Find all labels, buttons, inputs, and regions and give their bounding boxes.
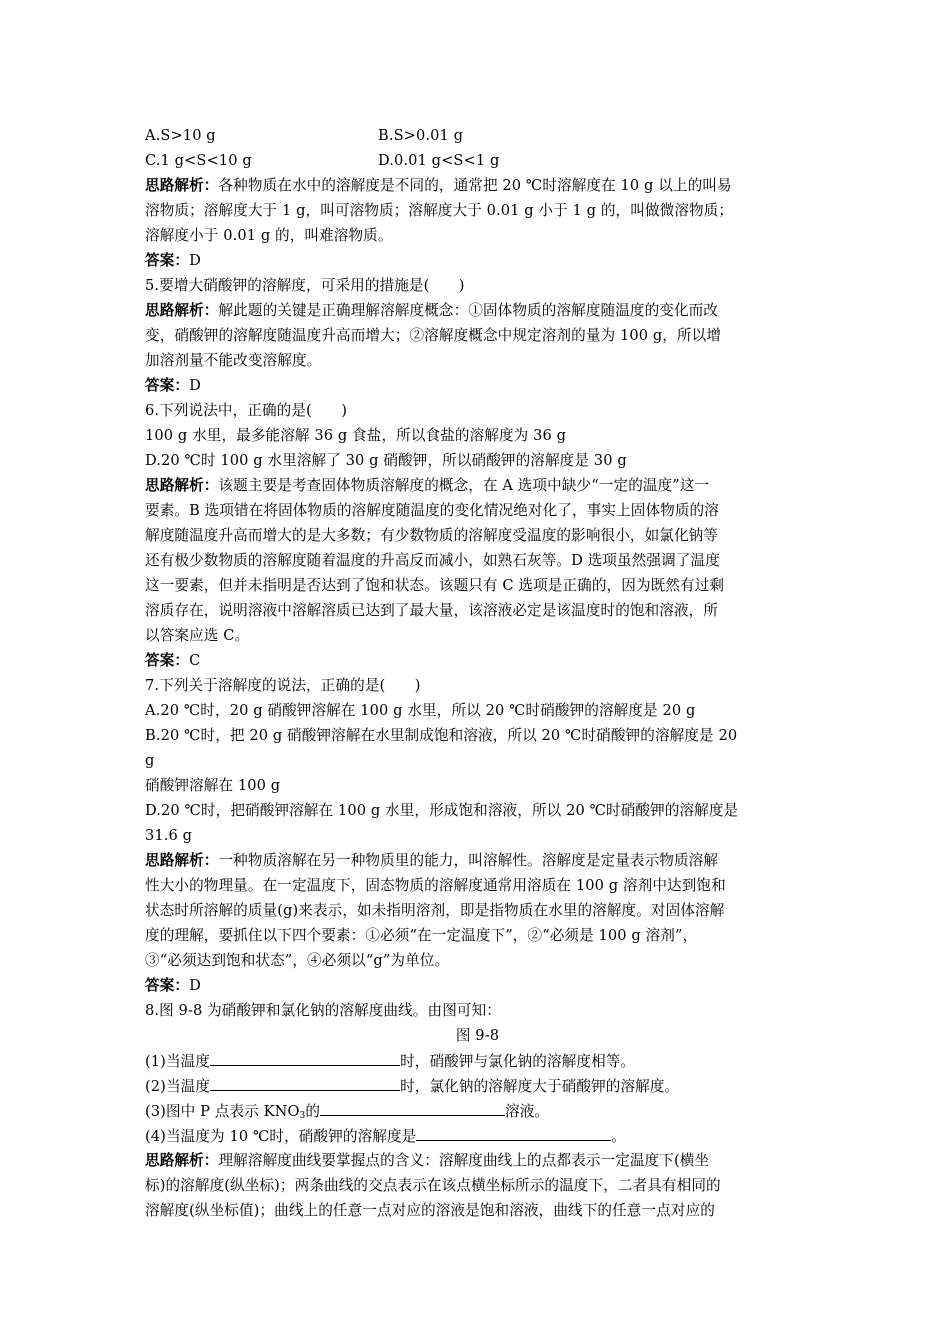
q8-analysis-line3: 溶解度(纵坐标值)；曲线上的任意一点对应的溶液是饱和溶液，曲线下的任意一点对应的 [145, 1202, 715, 1219]
q8-analysis-line2: 标)的溶解度(纵坐标)；两条曲线的交点表示在该点横坐标所示的温度下，二者具有相同的 [145, 1177, 721, 1194]
q6-answer [145, 648, 810, 673]
q5-analysis-line2: 变，硝酸钾的溶解度随温度升高而增大；②溶解度概念中规定溶剂的量为 100 g，所以增 [145, 327, 722, 344]
q7-option-a: A.20 ℃时，20 g 硝酸钾溶解在 100 g 水里，所以 20 ℃时硝酸钾的溶解度是 20 g [145, 702, 696, 719]
q4-analysis-line1 [145, 173, 810, 198]
q4-analysis-text1: 各种物质在水中的溶解度是不同的，通常把 20 ℃时溶解度在 10 g 以上的叫易 [218, 177, 732, 194]
q8-analysis-label: 思路解析： [145, 1152, 219, 1169]
q5-question: 5.要增大硝酸钾的溶解度，可采用的措施是( ) [145, 277, 465, 294]
q5-answer [145, 373, 810, 398]
q8-part4 [145, 1123, 810, 1148]
q4-analysis-line2: 溶物质；溶解度大于 1 g，叫可溶物质；溶解度大于 0.01 g 小于 1 g 的，叫做微溶物质； [145, 202, 734, 219]
q8-analysis-text1: 理解溶解度曲线要掌握点的含义：溶解度曲线上的点都表示一定温度下(横坐 [218, 1152, 710, 1169]
q4-option-b: B.S>0.01 g [378, 127, 464, 144]
q5-analysis-label: 思路解析： [145, 302, 219, 319]
q7-analysis-line3: 状态时所溶解的质量(g)来表示，如未指明溶剂，即是指物质在水里的溶解度。对固体溶解 [145, 902, 725, 919]
q8-part4-blank[interactable] [416, 1123, 611, 1141]
q7-answer [145, 973, 810, 998]
q8-part2 [145, 1073, 810, 1098]
q4-answer-value: D [189, 252, 201, 269]
q6-analysis-line7: 以答案应选 C。 [145, 627, 250, 644]
q6-analysis-line5: 这一要素，但并未指明是否达到了饱和状态。该题只有 C 选项是正确的，因为既然有过剩 [145, 577, 725, 594]
q7-analysis-line5: ③“必须达到饱和状态”，④必须以“g”为单位。 [145, 952, 450, 969]
q6-analysis-line3: 解度随温度升高而增大的是大多数；有少数物质的溶解度受温度的影响很小，如氯化钠等 [145, 527, 719, 544]
q4-options-row2 [145, 148, 810, 173]
q8-part4-pre: (4)当温度为 10 ℃时，硝酸钾的溶解度是 [145, 1128, 417, 1145]
q7-option-b-line2: g [145, 752, 155, 769]
q8-part2-pre: (2)当温度 [145, 1078, 211, 1095]
q5-analysis-line1 [145, 298, 810, 323]
q4-option-c: C.1 g<S<10 g [145, 152, 252, 169]
q7-question: 7.下列关于溶解度的说法，正确的是( ) [145, 677, 421, 694]
q6-answer-value: C [189, 652, 201, 669]
q6-analysis-label: 思路解析： [145, 477, 219, 494]
q7-option-b-line1: B.20 ℃时，把 20 g 硝酸钾溶解在水里制成饱和溶液，所以 20 ℃时硝酸钾的溶解度是 20 [145, 727, 738, 744]
q8-part3-pre: (3)图中 P 点表示 KNO [145, 1103, 300, 1120]
q4-option-a: A.S>10 g [145, 127, 216, 144]
q7-analysis-text1: 一种物质溶解在另一种物质里的能力，叫溶解性。溶解度是定量表示物质溶解 [218, 852, 719, 869]
q5-analysis-text1: 解此题的关键是正确理解溶解度概念：①固体物质的溶解度随温度的变化而改 [218, 302, 719, 319]
q4-answer-label: 答案： [145, 252, 190, 269]
q6-analysis-line2: 要素。B 选项错在将固体物质的溶解度随温度的变化情况绝对化了，事实上固体物质的溶 [145, 502, 719, 519]
q6-option-d: D.20 ℃时 100 g 水里溶解了 30 g 硝酸钾，所以硝酸钾的溶解度是 30 g [145, 452, 627, 469]
q5-analysis-line3: 加溶剂量不能改变溶解度。 [145, 352, 322, 369]
q7-option-d-line2: 31.6 g [145, 827, 193, 844]
q8-part1-pre: (1)当温度 [145, 1053, 211, 1070]
q7-answer-value: D [189, 977, 201, 994]
q5-answer-label: 答案： [145, 377, 190, 394]
q6-analysis-text1: 该题主要是考查固体物质溶解度的概念，在 A 选项中缺少“一定的温度”这一 [218, 477, 710, 494]
q6-question: 6.下列说法中，正确的是( ) [145, 402, 348, 419]
q7-analysis-label: 思路解析： [145, 852, 219, 869]
q4-option-d: D.0.01 g<S<1 g [378, 152, 500, 169]
q4-analysis-line3: 溶解度小于 0.01 g 的，叫难溶物质。 [145, 227, 393, 244]
q8-analysis-line1 [145, 1148, 810, 1173]
document-body [145, 123, 810, 1223]
q8-part4-post: 。 [611, 1128, 627, 1145]
q8-figure-caption: 图 9-8 [455, 1027, 500, 1044]
q7-analysis-line1 [145, 848, 810, 873]
q8-part1-post: 时，硝酸钾与氯化钠的溶解度相等。 [400, 1053, 636, 1070]
q4-answer [145, 248, 810, 273]
q7-analysis-line4: 度的理解，要抓住以下四个要素：①必须“在一定温度下”，②“必须是 100 g 溶剂”， [145, 927, 698, 944]
q6-answer-label: 答案： [145, 652, 190, 669]
q4-analysis-label: 思路解析： [145, 177, 219, 194]
q8-part3-blank[interactable] [320, 1098, 505, 1116]
q8-part1-blank[interactable] [210, 1048, 400, 1066]
q8-part3-post: 溶液。 [505, 1103, 550, 1120]
q8-part2-blank[interactable] [210, 1073, 400, 1091]
q4-options-row1 [145, 123, 810, 148]
q8-part3-subscript: 3 [299, 1111, 306, 1121]
q8-part3 [145, 1098, 810, 1123]
q7-analysis-line2: 性大小的物理量。在一定温度下，固态物质的溶解度通常用溶质在 100 g 溶剂中达到饱和 [145, 877, 726, 894]
q8-part1 [145, 1048, 810, 1073]
q6-analysis-line1 [145, 473, 810, 498]
q6-analysis-line6: 溶质存在，说明溶液中溶解溶质已达到了最大量，该溶液必定是该温度时的饱和溶液，所 [145, 602, 719, 619]
q8-part2-post: 时，氯化钠的溶解度大于硝酸钾的溶解度。 [400, 1078, 680, 1095]
q8-part3-mid: 的 [305, 1103, 321, 1120]
q6-option-a-text: 100 g 水里，最多能溶解 36 g 食盐，所以食盐的溶解度为 36 g [145, 427, 567, 444]
q6-analysis-line4: 还有极少数物质的溶解度随着温度的升高反而减小，如熟石灰等。D 选项虽然强调了温度 [145, 552, 720, 569]
q5-answer-value: D [189, 377, 201, 394]
q7-answer-label: 答案： [145, 977, 190, 994]
q7-option-d-line1: D.20 ℃时，把硝酸钾溶解在 100 g 水里，形成饱和溶液，所以 20 ℃时硝酸钾的溶解度是 [145, 802, 739, 819]
q7-option-c-fragment: 硝酸钾溶解在 100 g [145, 777, 281, 794]
q8-question: 8.图 9-8 为硝酸钾和氯化钠的溶解度曲线。由图可知： [145, 1002, 501, 1019]
